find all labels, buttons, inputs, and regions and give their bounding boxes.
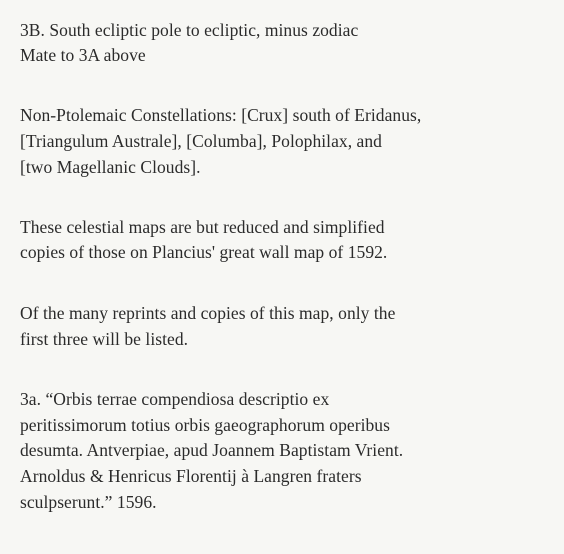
constellations-line-2: [Triangulum Australe], [Columba], Polophilax, and (20, 131, 382, 151)
constellations-line-3: [two Magellanic Clouds]. (20, 157, 201, 177)
entry-3a-line-2: peritissimorum totius orbis gaeographorum operibus (20, 415, 390, 435)
section-3b-mate-line: Mate to 3A above (20, 45, 146, 65)
entry-3a-line-3: desumta. Antverpiae, apud Joannem Baptistam Vrient. (20, 440, 404, 460)
maps-note-line-1: These celestial maps are but reduced and simplified (20, 217, 385, 237)
constellations-line-1: Non-Ptolemaic Constellations: [Crux] south of Eridanus, (20, 105, 422, 125)
reprints-note-line-1: Of the many reprints and copies of this map, only the (20, 303, 396, 323)
entry-3a-line-4: Arnoldus & Henricus Florentij à Langren fraters (20, 466, 362, 486)
maps-note-line-2: copies of those on Plancius' great wall map of 1592. (20, 242, 388, 262)
reprints-note-line-2: first three will be listed. (20, 329, 189, 349)
section-3b-heading: 3B. South ecliptic pole to ecliptic, minus zodiac (20, 20, 359, 40)
entry-3a-line-1: 3a. “Orbis terrae compendiosa descriptio ex (20, 389, 330, 409)
entry-3a-line-5: sculpserunt.” 1596. (20, 492, 157, 512)
